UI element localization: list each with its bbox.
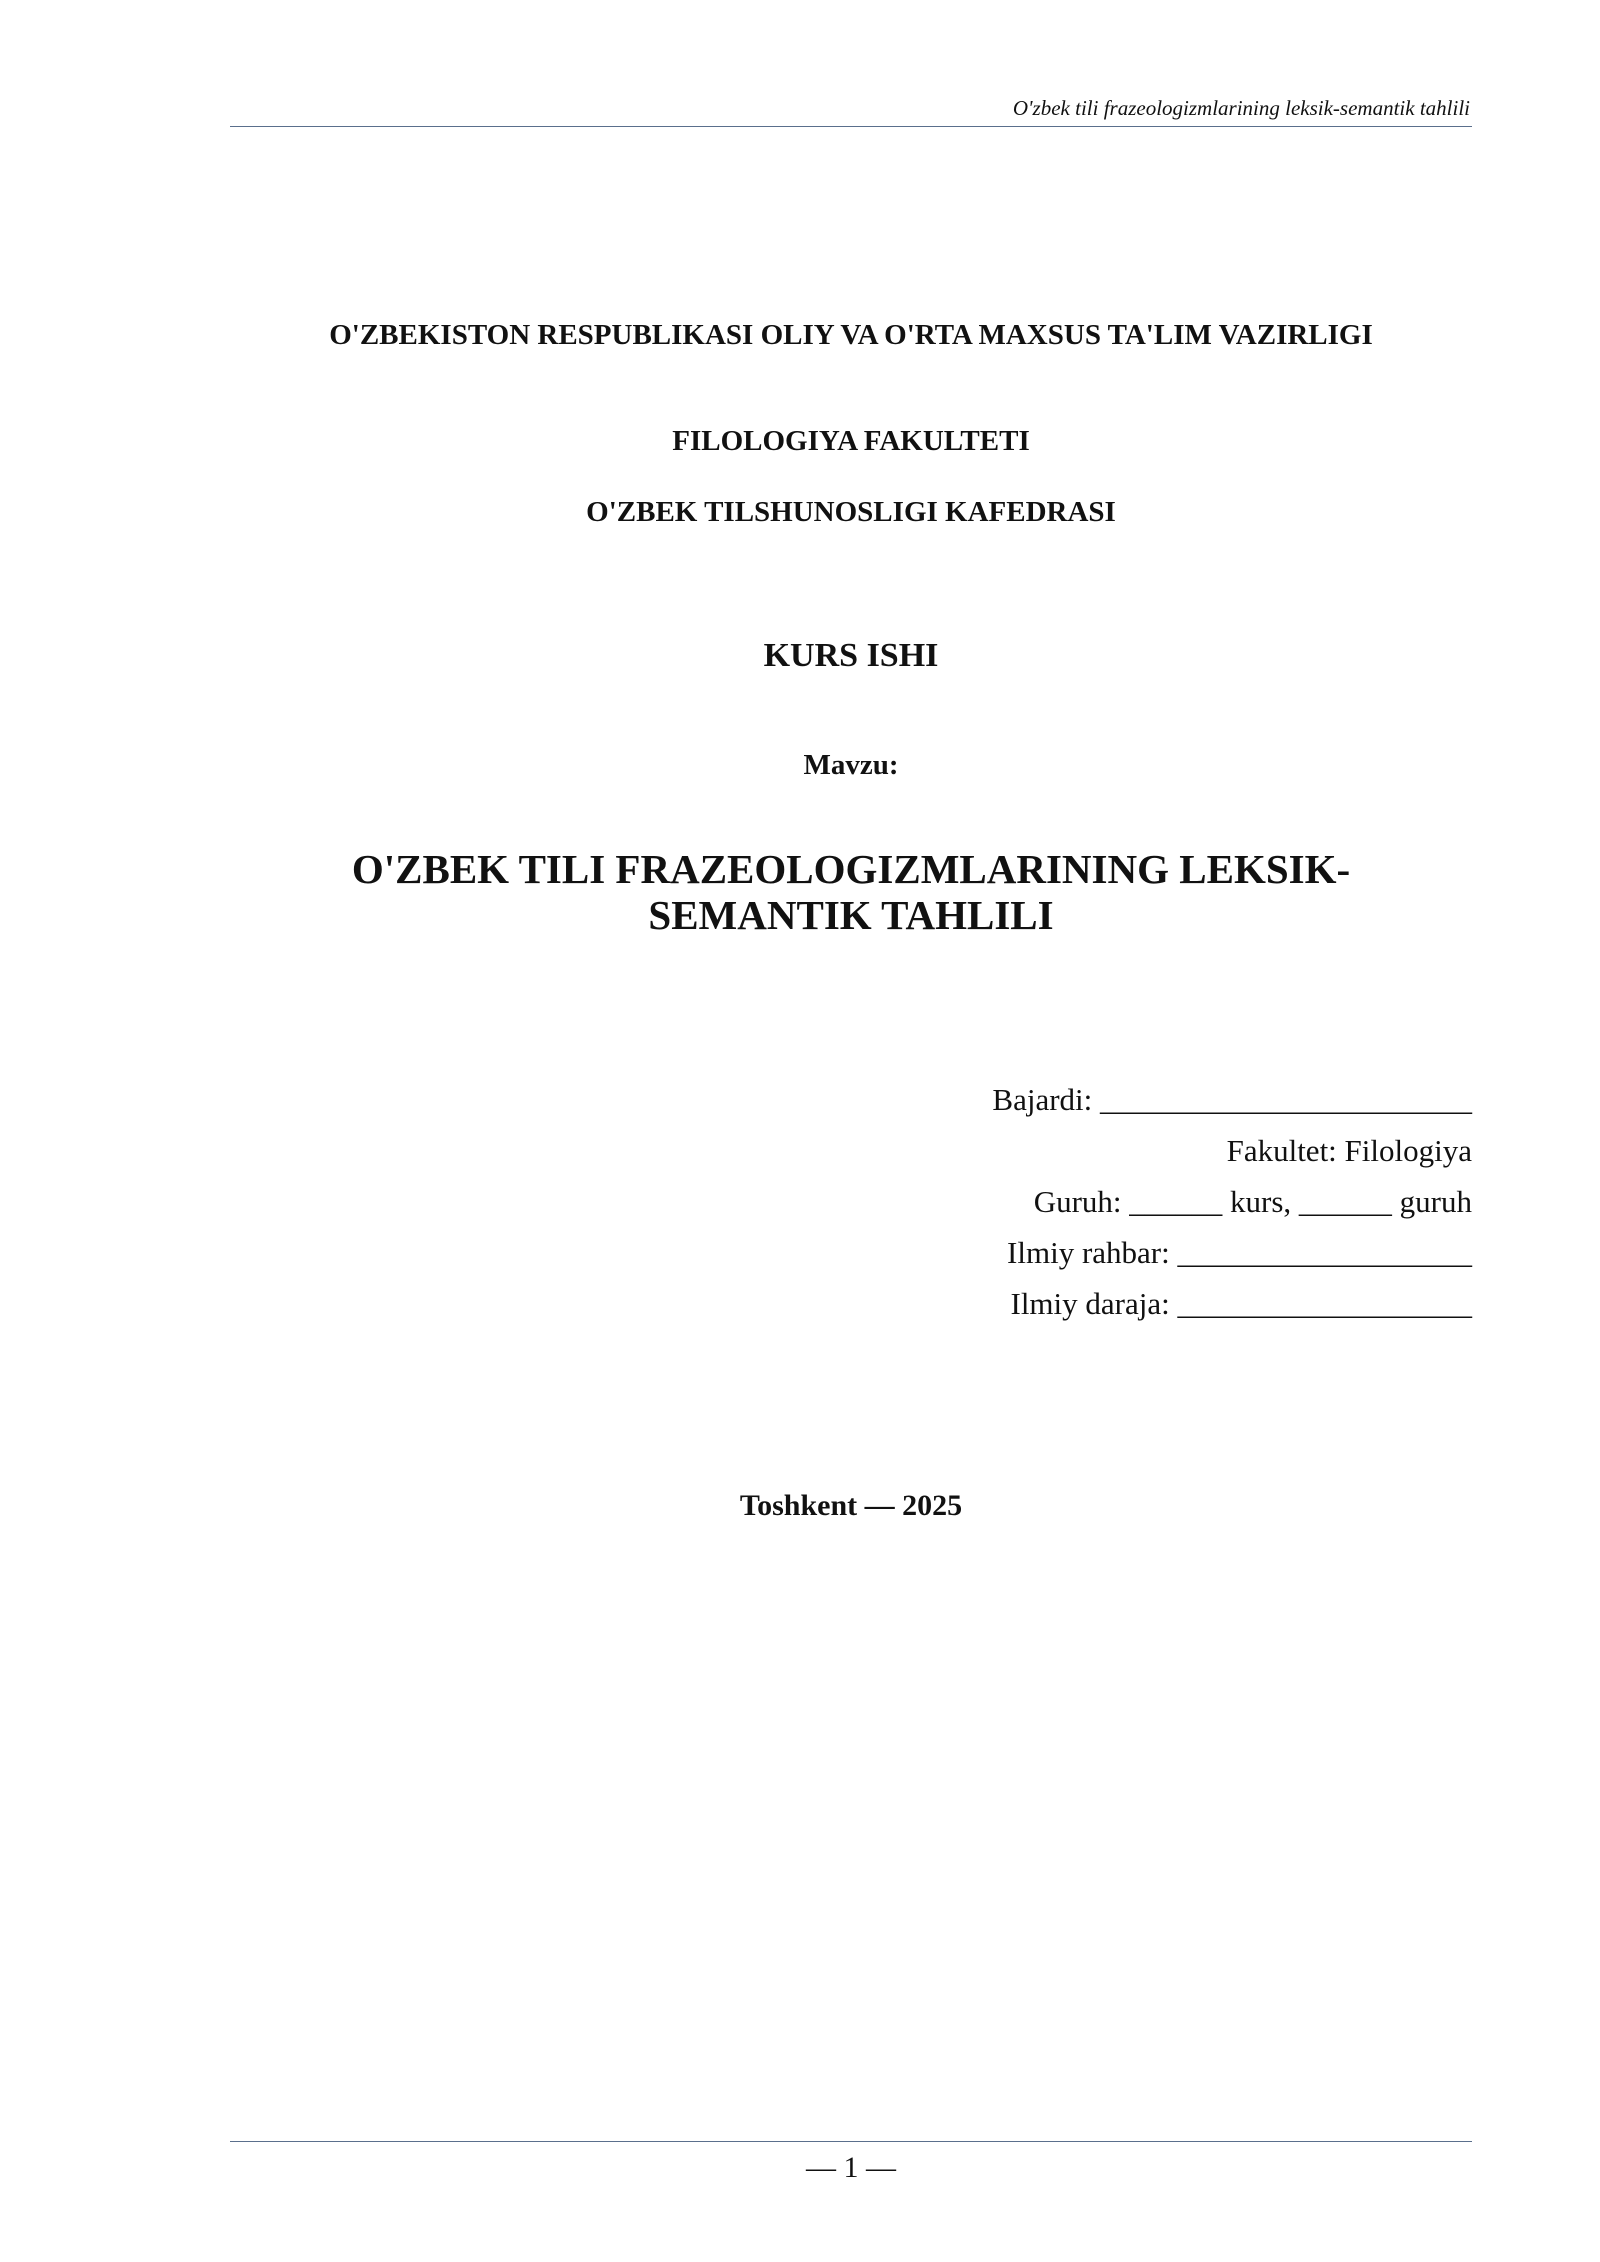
topic-title: [230, 846, 1472, 938]
running-title: O'zbek tili frazeologizmlarining leksik-semantik tahlili: [1012, 96, 1470, 120]
supervisor-line: Ilmiy rahbar: ___________________: [1007, 1235, 1472, 1270]
ministry-name: O'ZBEKISTON RESPUBLIKASI OLIY VA O'RTA MAXSUS TA'LIM VAZIRLIGI: [329, 319, 1373, 351]
city-year: Toshkent — 2025: [739, 1489, 963, 1522]
performed-by-line: Bajardi: ________________________: [992, 1082, 1472, 1117]
topic-title-line-2: SEMANTIK TAHLILI: [648, 892, 1054, 938]
degree-line: Ilmiy daraja: ___________________: [1010, 1286, 1472, 1321]
page-number: — 1 —: [806, 2151, 896, 2184]
author-info-block: [912, 1074, 1472, 1329]
page-header: [230, 96, 1472, 127]
department-name: O'ZBEK TILSHUNOSLIGI KAFEDRASI: [586, 496, 1116, 528]
faculty-line: Fakultet: Filologiya: [1226, 1133, 1472, 1168]
footer-divider: [230, 2141, 1472, 2142]
faculty-name: FILOLOGIYA FAKULTETI: [672, 425, 1030, 457]
subject-label: Mavzu:: [803, 749, 899, 781]
topic-title-line-1: O'ZBEK TILI FRAZEOLOGIZMLARINING LEKSIK-: [351, 846, 1351, 892]
work-type-title: KURS ISHI: [763, 637, 939, 674]
group-line: Guruh: ______ kurs, ______ guruh: [1033, 1184, 1472, 1219]
